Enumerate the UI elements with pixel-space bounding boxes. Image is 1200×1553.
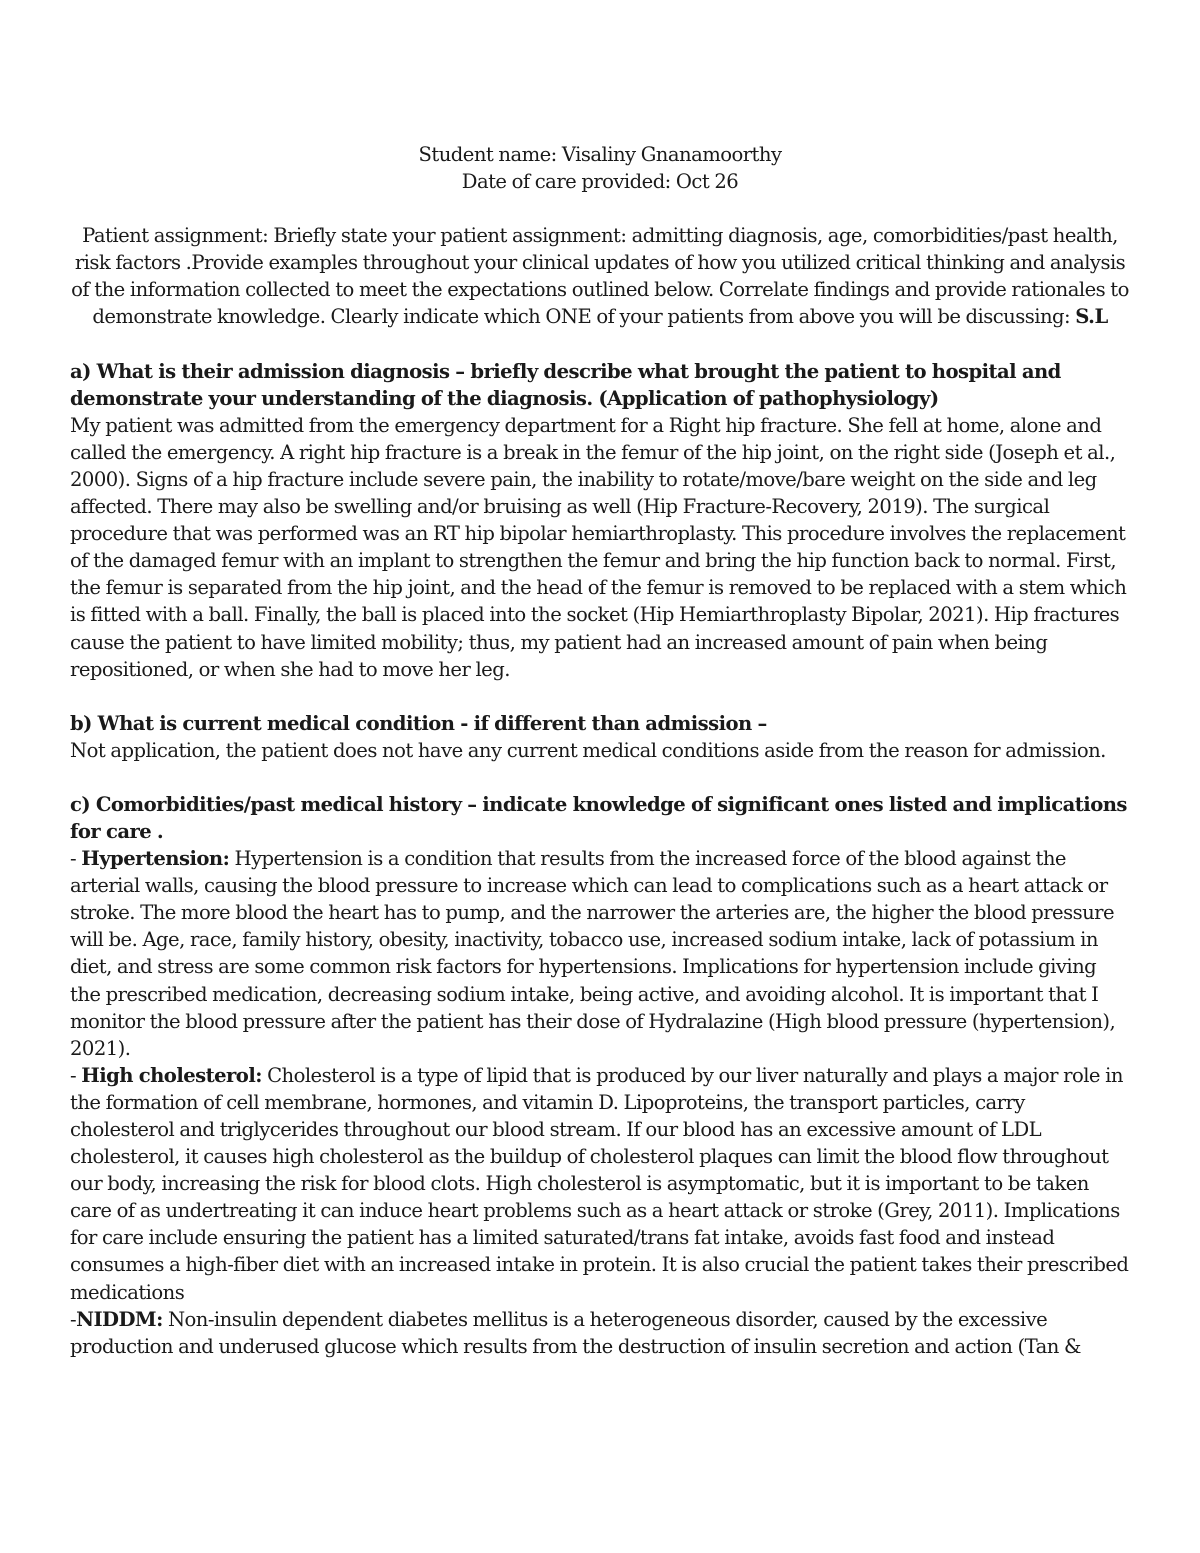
comorbidity-label: Hypertension: — [81, 847, 230, 871]
spacer — [70, 683, 1130, 710]
section-b-heading: b) What is current medical condition - if different than admission – — [70, 711, 767, 735]
assignment-text: Patient assignment: Briefly state your patient assignment: admitting diagnosis, age, comorbidities/past health, risk factors .Provide examples throughout your clinical updates of how you utilized critical thinking and analysis of the information collected to meet the expectations outlined below. Correlate findings and provide rationales to demonstrate knowledge. Clearly indicate which ONE of your patients from above you will be discussing: — [71, 224, 1129, 329]
section-c-heading: c) Comorbidities/past medical history – indicate knowledge of significant ones listed and implications for care . — [70, 792, 1127, 843]
comorbidity-high-cholesterol: - High cholesterol: Cholesterol is a type of lipid that is produced by our liver naturally and plays a major role in the formation of cell membrane, hormones, and vitamin D. Lipoproteins, the transport particles, carry cholesterol and triglycerides throughout our blood stream. If our blood has an excessive amount of LDL cholesterol, it causes high cholesterol as the buildup of cholesterol plaques can limit the blood flow throughout our body, increasing the risk for blood clots. High cholesterol is asymptomatic, but it is important to be taken care of as undertreating it can induce heart problems such as a heart attack or stroke (Grey, 2011). Implications for care include ensuring the patient has a limited saturated/trans fat intake, avoids fast food and instead consumes a high-fiber diet with an increased intake in protein. It is also crucial the patient takes their prescribed medications — [70, 1063, 1129, 1304]
comorbidity-niddm: -NIDDM: Non-insulin dependent diabetes mellitus is a heterogeneous disorder, caused by the excessive production and underused glucose which results from the destruction of insulin secretion and action (Tan & — [70, 1307, 1081, 1358]
comorbidity-label: NIDDM: — [76, 1307, 163, 1331]
patient-initials: S.L — [1075, 305, 1108, 329]
spacer — [70, 764, 1130, 791]
patient-assignment — [70, 222, 1130, 330]
spacer — [70, 195, 1130, 222]
section-a-body: My patient was admitted from the emergency department for a Right hip fracture. She fell at home, alone and called the emergency. A right hip fracture is a break in the femur of the hip joint, on the right side (Joseph et al., 2000). Signs of a hip fracture include severe pain, the inability to rotate/move/bare weight on the side and leg affected. There may also be swelling and/or bruising as well (Hip Fracture-Recovery, 2019). The surgical procedure that was performed was an RT hip bipolar hemiarthroplasty. This procedure involves the replacement of the damaged femur with an implant to strengthen the femur and bring the hip function back to normal. First, the femur is separated from the hip joint, and the head of the femur is removed to be replaced with a stem which is fitted with a ball. Finally, the ball is placed into the socket (Hip Hemiarthroplasty Bipolar, 2021). Hip fractures cause the patient to have limited mobility; thus, my patient had an increased amount of pain when being repositioned, or when she had to move her leg. — [70, 413, 1127, 681]
document-page — [70, 141, 1130, 1360]
spacer — [70, 331, 1130, 358]
comorbidity-label: High cholesterol: — [81, 1063, 262, 1087]
student-name: Student name: Visaliny Gnanamoorthy — [418, 143, 782, 166]
section-b-body: Not application, the patient does not have any current medical conditions aside from the reason for admission. — [70, 738, 1106, 762]
date-of-care: Date of care provided: Oct 26 — [461, 170, 739, 194]
comorbidity-hypertension: - Hypertension: Hypertension is a condition that results from the increased force of the blood against the arterial walls, causing the blood pressure to increase which can lead to complications such as a heart attack or stroke. The more blood the heart has to pump, and the narrower the arteries are, the higher the blood pressure will be. Age, race, family history, obesity, inactivity, tobacco use, increased sodium intake, lack of potassium in diet, and stress are some common risk factors for hypertensions. Implications for hypertension include giving the prescribed medication, decreasing sodium intake, being active, and avoiding alcohol. It is important that I monitor the blood pressure after the patient has their dose of Hydralazine (High blood pressure (hypertension), 2021). — [70, 847, 1116, 1060]
section-a-heading: a) What is their admission diagnosis – briefly describe what brought the patient to hospital and demonstrate your understanding of the diagnosis. (Application of pathophysiology) — [70, 359, 1061, 410]
